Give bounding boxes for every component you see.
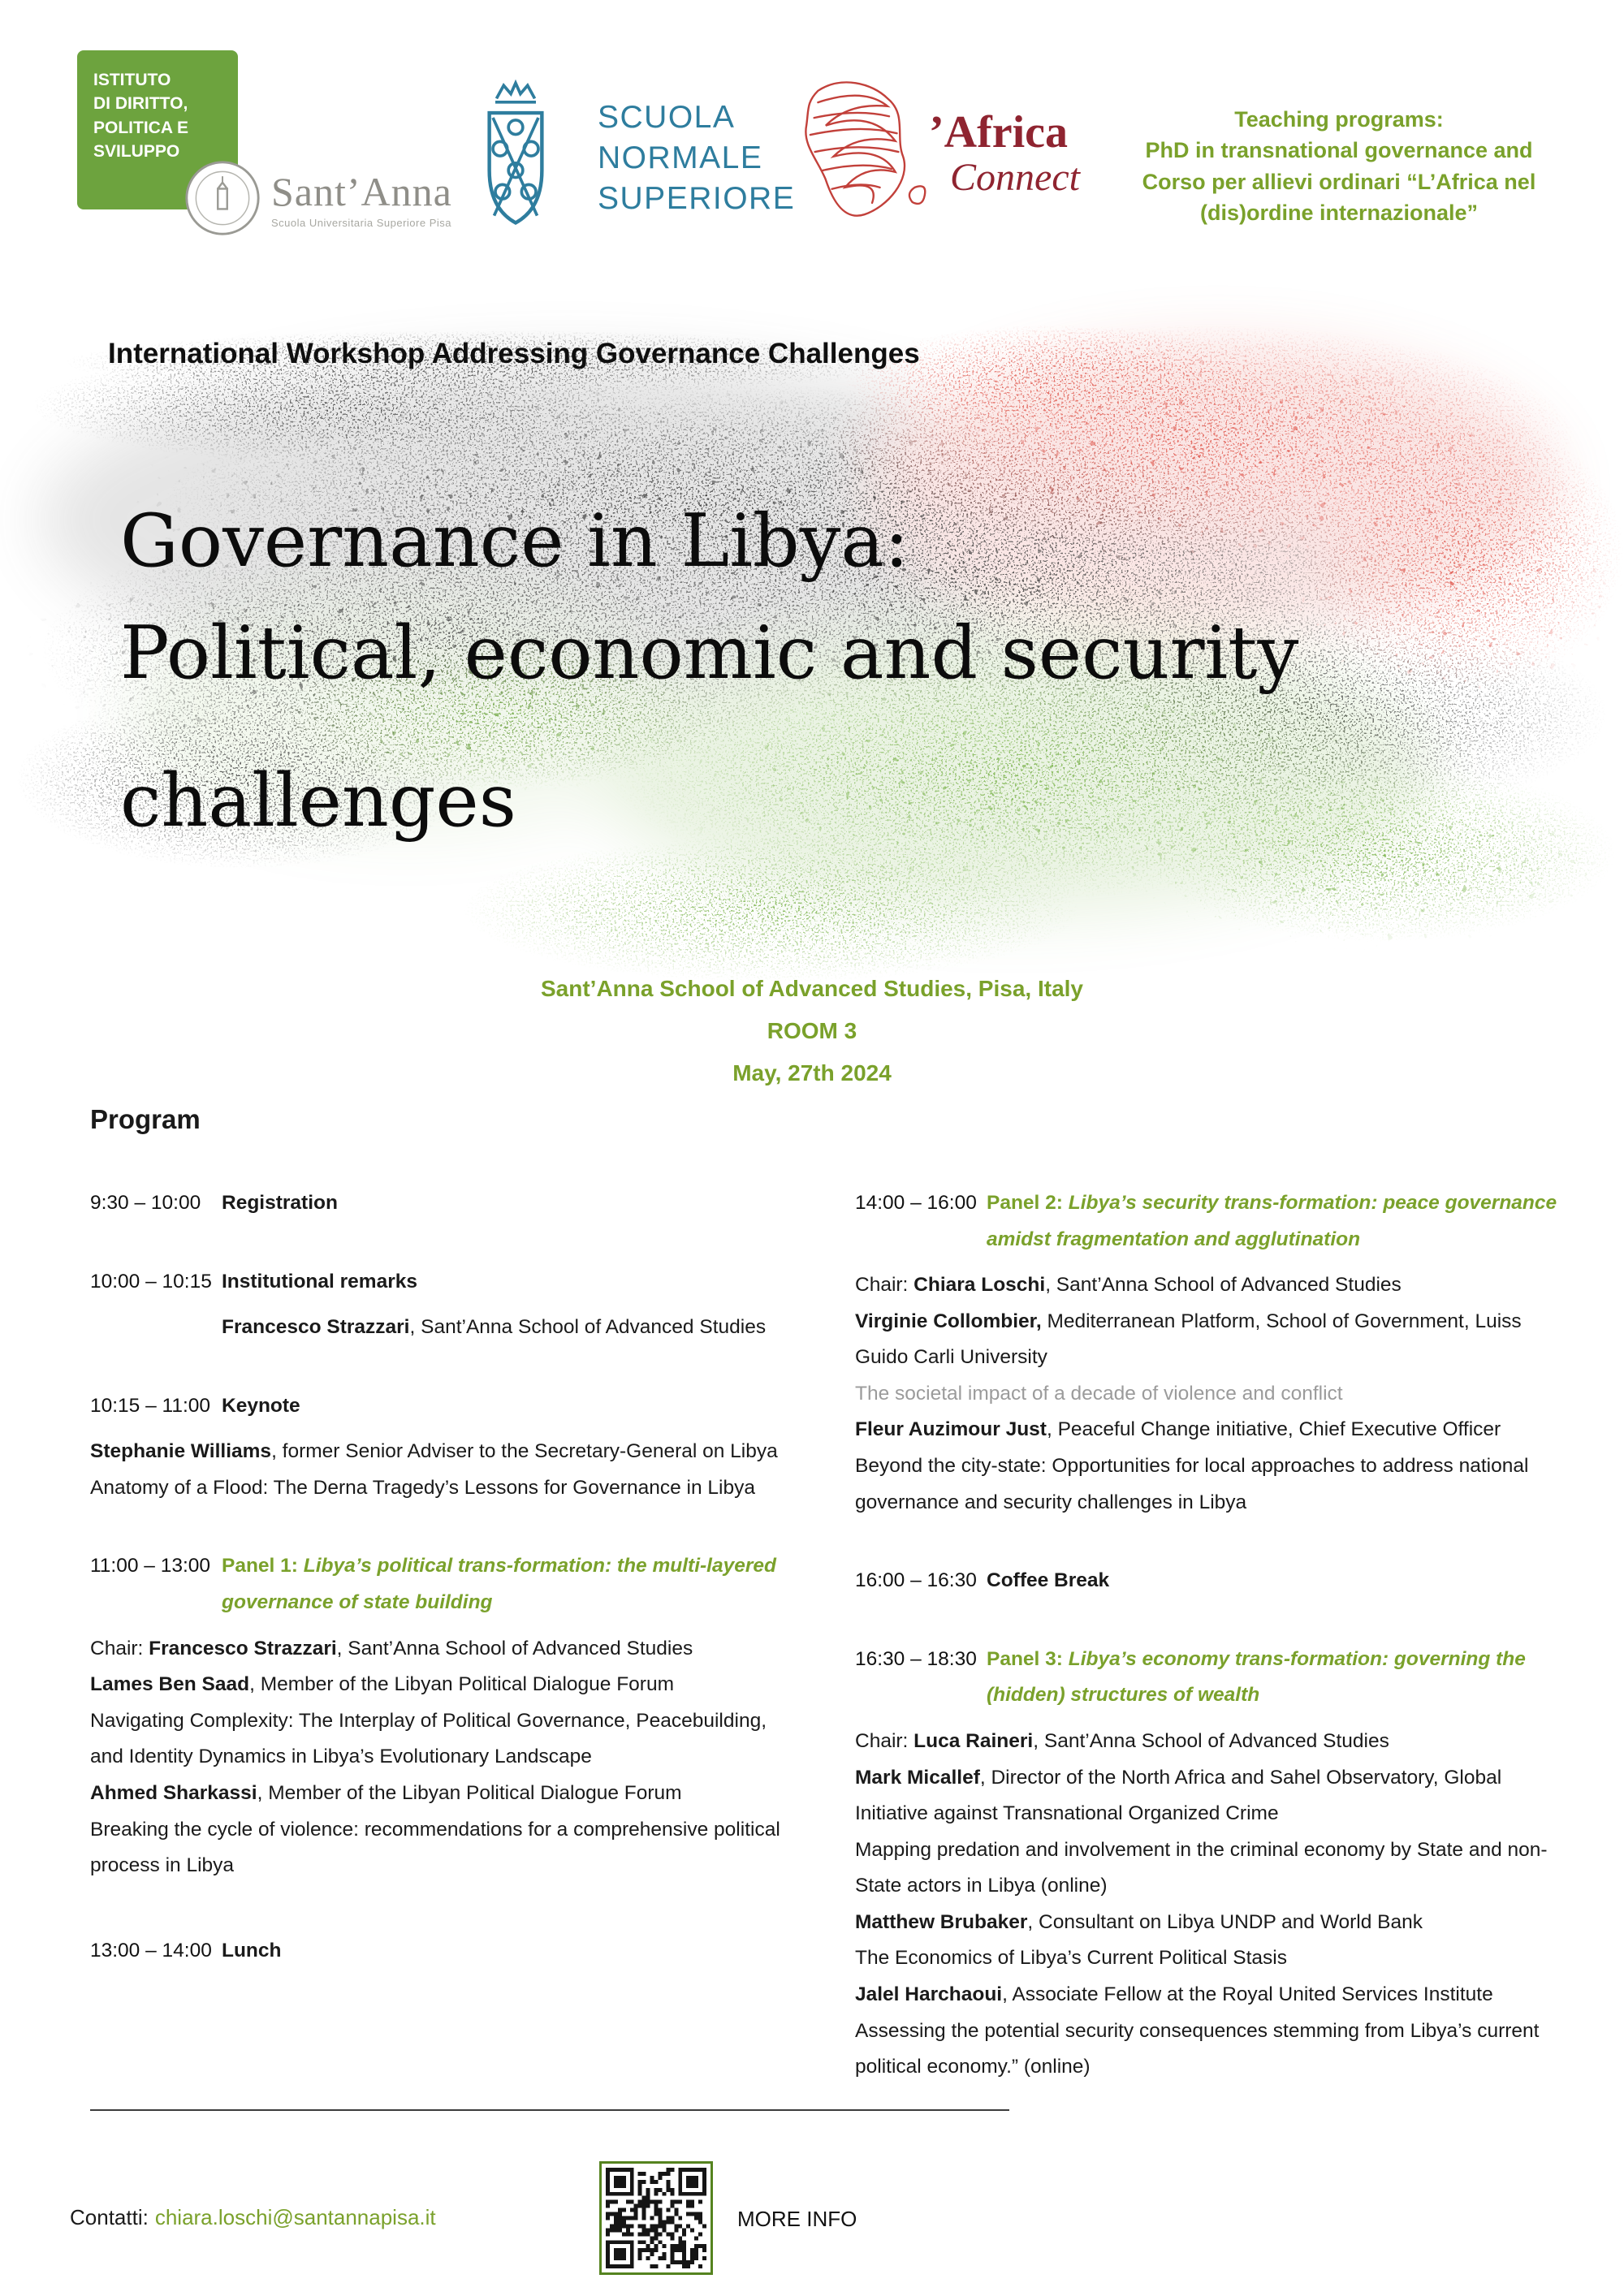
teaching-line: Corso per allievi ordinari “L’Africa nel [1142,169,1536,194]
text-segment: Matthew Brubaker [855,1910,1028,1933]
text-segment: governance of state building [222,1591,493,1614]
session-title [987,1185,1561,1258]
institute-line: ISTITUTO [93,71,171,89]
text-segment: Francesco Strazzari [222,1316,410,1339]
institute-line: DI DIRITTO, [93,94,188,114]
sns-line: NORMALE [598,140,763,176]
text-segment: , Sant’Anna School of Advanced Studies [336,1637,693,1659]
session-title-line2 [987,1677,1561,1714]
text-segment: Panel 2: [987,1192,1069,1214]
qr-code [599,2161,713,2275]
title-line: Political, economic and security [120,611,1299,696]
session-time: 10:00 – 10:15 [90,1270,212,1293]
text-segment: Mediterranean Platform, School of Government, Luiss Guido Carli University [855,1310,1522,1369]
session-time: 13:00 – 14:00 [90,1939,212,1962]
session-title-line2 [222,1585,797,1621]
contact-email-link[interactable]: chiara.loschi@santannapisa.it [154,2205,436,2229]
text-segment: , Consultant on Libya UNDP and World Bank [1027,1910,1423,1933]
text-segment: Beyond the city-state: Opportunities for local approaches to address national governance and security challenges in Libya [855,1455,1529,1513]
poster-title [120,498,1299,844]
text-segment: Registration [222,1192,338,1214]
session-title [987,1563,1561,1599]
program-line [222,1310,797,1346]
text-segment: Jalel Harchaoui [855,1983,1003,2005]
program-line [90,1667,797,1703]
text-segment: (hidden) structures of wealth [987,1684,1260,1707]
africa-scribble-icon [771,71,942,234]
program-line [855,2013,1561,2086]
text-segment: Mapping predation and involvement in the criminal economy by State and non-State actors in Libya (online) [855,1838,1548,1897]
text-segment: Panel 1: [222,1555,304,1577]
text-segment: Francesco Strazzari [149,1637,337,1659]
session-title [222,1933,797,1970]
footer-divider [90,2109,1009,2111]
africa-connect-word-2: Connect [950,155,1080,199]
contact [70,2205,436,2230]
program-line [855,1412,1561,1448]
program-grid [90,1185,1561,2128]
text-segment: The societal impact of a decade of violence and conflict [855,1382,1343,1405]
program-line [855,1304,1561,1376]
venue-line: May, 27th 2024 [732,1060,892,1085]
program-entry [855,1185,1561,1521]
santanna-subtitle: Scuola Universitaria Superiore Pisa [271,216,451,229]
program-line [855,1760,1561,1832]
africa-connect-word-1: ’Africa [929,106,1069,158]
title-line: challenges [120,758,516,844]
qr-code-image [606,2168,706,2268]
program-line [855,1376,1561,1413]
program-line [855,1940,1561,1977]
text-segment: Libya’s economy trans-formation: governing the [1068,1647,1526,1670]
session-title [222,1264,797,1301]
program-entry [90,1264,797,1346]
program-line [90,1434,797,1470]
program-line [90,1703,797,1776]
teaching-programs [1108,104,1570,228]
workshop-kicker: International Workshop Addressing Governance Challenges [108,338,920,369]
text-segment: Lunch [222,1939,282,1962]
text-segment: Breaking the cycle of violence: recommendations for a comprehensive political process in Libya [90,1818,780,1877]
text-segment: Libya’s security trans-formation: peace governance [1068,1192,1557,1214]
sns-logo [455,75,795,242]
program-entry [855,1563,1561,1599]
santanna-logo [184,159,452,237]
text-segment: Anatomy of a Flood: The Derna Tragedy’s Lessons for Governance in Libya [90,1476,755,1499]
text-segment: , Member of the Libyan Political Dialogue Forum [249,1673,675,1696]
text-segment: Institutional remarks [222,1270,417,1293]
text-segment: Assessing the potential security consequences stemming from Libya’s current political economy.” (online) [855,2019,1540,2078]
text-segment: amidst fragmentation and agglutination [987,1228,1361,1250]
text-segment: Lames Ben Saad [90,1673,250,1696]
venue-block [0,968,1624,1094]
program-line [90,1470,797,1507]
venue-line: ROOM 3 [767,1017,857,1043]
session-time: 11:00 – 13:00 [90,1555,211,1577]
program-line [855,1977,1561,2013]
text-segment: Chair: [855,1729,914,1752]
text-segment: , Peaceful Change initiative, Chief Executive Officer [1046,1418,1501,1441]
program-line [855,1448,1561,1521]
text-segment: Mark Micallef [855,1766,980,1789]
africa-connect-logo [771,71,1080,234]
text-segment: Keynote [222,1394,300,1417]
text-segment: Fleur Auzimour Just [855,1418,1047,1441]
teaching-title: Teaching programs: [1234,107,1444,132]
institute-line: POLITICA E [93,118,189,137]
session-time: 16:30 – 18:30 [855,1647,977,1670]
text-segment: , Sant’Anna School of Advanced Studies [409,1316,767,1339]
text-segment: Panel 3: [987,1647,1069,1670]
text-segment: , Director of the North Africa and Sahel Observatory, Global Initiative against Transnational Organized Crime [855,1766,1502,1825]
text-segment: , Sant’Anna School of Advanced Studies [1045,1274,1402,1297]
program-entry [90,1185,797,1222]
session-title [987,1642,1561,1714]
text-segment: , Member of the Libyan Political Dialogue Forum [257,1781,682,1804]
text-segment: , Sant’Anna School of Advanced Studies [1033,1729,1389,1752]
text-segment: Stephanie Williams [90,1440,272,1463]
session-title [222,1548,797,1621]
text-segment: Coffee Break [987,1569,1110,1592]
session-title [222,1388,797,1425]
session-title-line2 [987,1222,1561,1258]
text-segment: Chair: [855,1274,914,1297]
program-line [90,1776,797,1812]
more-info-label: MORE INFO [737,2207,857,2231]
santanna-seal-icon [184,159,261,237]
title-line: Governance in Libya: [120,498,909,584]
program-line [90,1631,797,1668]
program-column-right [855,1185,1561,2128]
text-segment: Luca Raineri [914,1729,1034,1752]
sns-line: SUPERIORE [598,180,796,216]
program-line [855,1267,1561,1304]
sns-crest-icon [455,75,577,242]
text-segment: The Economics of Libya’s Current Political Stasis [855,1947,1287,1970]
program-column-left [90,1185,797,2128]
program-entry [90,1548,797,1884]
session-time: 16:00 – 16:30 [855,1569,977,1592]
contact-label: Contatti: [70,2205,149,2229]
text-segment: Chiara Loschi [914,1274,1046,1297]
text-segment: Libya’s political trans-formation: the multi-layered [303,1555,776,1577]
program-line [90,1812,797,1884]
program-line [855,1905,1561,1941]
text-segment: Navigating Complexity: The Interplay of Political Governance, Peacebuilding, and Identity Dynamics in Libya’s Evolutionary Landscape [90,1709,767,1768]
text-segment: Virginie Collombier, [855,1310,1042,1332]
teaching-line: PhD in transnational governance and [1145,138,1533,163]
teaching-line: (dis)ordine internazionale” [1199,200,1479,225]
program-entry [855,1642,1561,2086]
session-time: 10:15 – 11:00 [90,1394,211,1417]
sns-line: SCUOLA [598,100,736,136]
session-time: 9:30 – 10:00 [90,1192,201,1214]
program-heading: Program [90,1104,201,1134]
text-segment: , Associate Fellow at the Royal United Services Institute [1002,1983,1493,2005]
institute-line: SVILUPPO [93,142,180,162]
program-entry [90,1933,797,1970]
session-title [222,1185,797,1222]
session-time: 14:00 – 16:00 [855,1192,977,1214]
program-line [855,1832,1561,1905]
venue-line: Sant’Anna School of Advanced Studies, Pisa, Italy [541,976,1083,1001]
text-segment: Chair: [90,1637,149,1659]
program-entry [90,1388,797,1507]
program-line [855,1724,1561,1760]
text-segment: , former Senior Adviser to the Secretary-General on Libya [271,1440,778,1463]
santanna-wordmark: Sant’Anna [271,168,452,214]
text-segment: Ahmed Sharkassi [90,1781,257,1804]
